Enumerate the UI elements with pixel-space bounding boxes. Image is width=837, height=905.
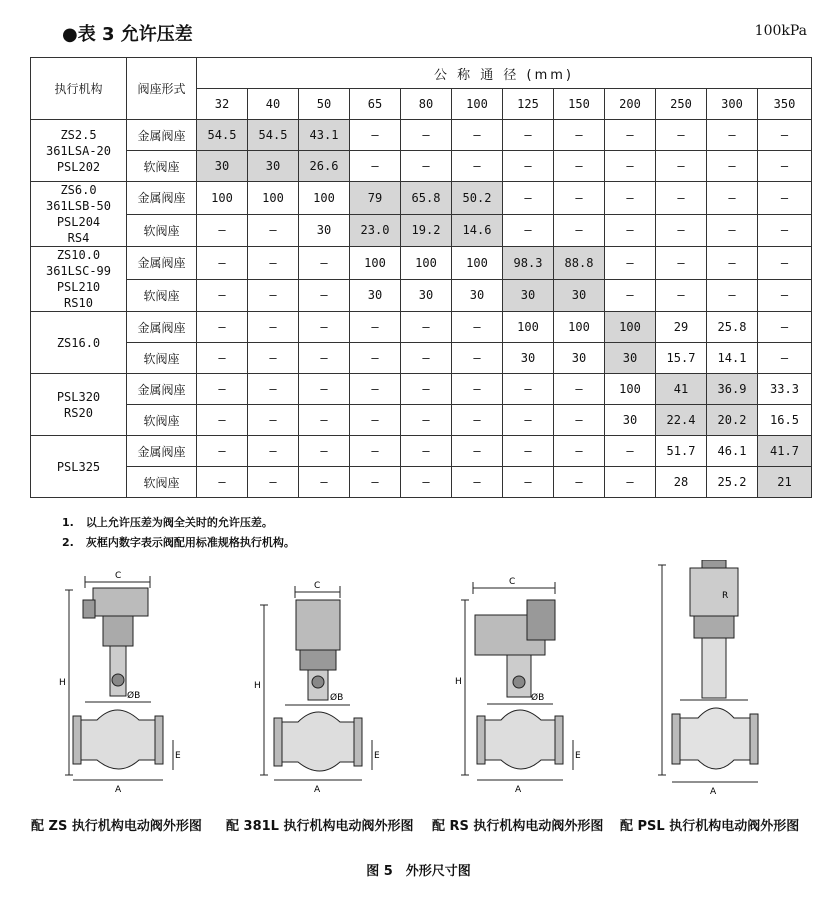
value-cell: — (554, 214, 605, 247)
value-cell: — (248, 279, 299, 312)
actuator-cell (31, 182, 127, 247)
value-cell: — (503, 374, 554, 405)
rs-valve-drawing (455, 560, 585, 800)
value-cell: 19.2 (401, 214, 452, 247)
value-cell: — (350, 374, 401, 405)
value-cell: 14.6 (452, 214, 503, 247)
value-cell: — (605, 120, 656, 151)
value-cell: — (758, 247, 812, 280)
value-cell: — (503, 436, 554, 467)
dim-b: ØB (127, 691, 141, 701)
value-cell: — (452, 436, 503, 467)
actuator-model: ZS6.0 (60, 183, 97, 197)
value-cell: — (656, 279, 707, 312)
actuator-model: ZS16.0 (56, 335, 101, 350)
dn-header: 300 (707, 89, 758, 120)
value-cell: — (401, 467, 452, 498)
value-cell: — (197, 343, 248, 374)
seat-cell: 金属阀座 (127, 182, 197, 215)
value-cell: 25.2 (707, 467, 758, 498)
dn-header: 32 (197, 89, 248, 120)
value-cell: 65.8 (401, 182, 452, 215)
value-cell: — (758, 312, 812, 343)
value-cell: — (707, 214, 758, 247)
value-cell: — (707, 120, 758, 151)
value-cell: 79 (350, 182, 401, 215)
value-cell: — (350, 436, 401, 467)
value-cell: 30 (503, 343, 554, 374)
dim-e: E (175, 751, 181, 761)
value-cell: — (299, 279, 350, 312)
value-cell: — (503, 120, 554, 151)
value-cell: — (605, 436, 656, 467)
value-cell: — (554, 151, 605, 182)
value-cell: — (452, 343, 503, 374)
seat-cell: 软阀座 (127, 343, 197, 374)
value-cell: — (197, 279, 248, 312)
value-cell: — (401, 374, 452, 405)
dim-a: A (314, 785, 321, 795)
value-cell: 30 (554, 279, 605, 312)
value-cell: — (656, 214, 707, 247)
value-cell: 29 (656, 312, 707, 343)
dim-c: C (509, 577, 516, 587)
value-cell: 100 (554, 312, 605, 343)
value-cell: — (707, 182, 758, 215)
actuator-model: RS4 (67, 231, 90, 245)
value-cell: — (707, 151, 758, 182)
actuator-cell (31, 436, 127, 498)
actuator-model: PSL204 (56, 215, 101, 229)
value-cell: 43.1 (299, 120, 350, 151)
seat-cell: 软阀座 (127, 151, 197, 182)
value-cell: — (248, 374, 299, 405)
value-cell: 46.1 (707, 436, 758, 467)
value-cell: — (299, 312, 350, 343)
value-cell: 28 (656, 467, 707, 498)
dn-header: 250 (656, 89, 707, 120)
table-row (31, 436, 812, 467)
value-cell: 25.8 (707, 312, 758, 343)
dn-header: 50 (299, 89, 350, 120)
value-cell: 30 (605, 405, 656, 436)
value-cell: — (707, 279, 758, 312)
table-row (31, 343, 812, 374)
value-cell: — (503, 214, 554, 247)
actuator-model: ZS10.0 (56, 248, 101, 262)
value-cell: — (248, 405, 299, 436)
value-cell: 23.0 (350, 214, 401, 247)
caption-rs: 配 RS 执行机构电动阀外形图 (432, 819, 604, 834)
psl-valve-drawing (650, 560, 780, 800)
value-cell: 100 (350, 247, 401, 280)
value-cell: 21 (758, 467, 812, 498)
note-2: 2. 灰框内数字表示阀配用标准规格执行机构。 (62, 536, 295, 549)
dn-header: 125 (503, 89, 554, 120)
dn-header: 200 (605, 89, 656, 120)
table-row (31, 374, 812, 405)
value-cell: 51.7 (656, 436, 707, 467)
value-cell: — (248, 343, 299, 374)
value-cell: 100 (452, 247, 503, 280)
dn-header: 150 (554, 89, 605, 120)
value-cell: 30 (401, 279, 452, 312)
notes (62, 512, 307, 554)
value-cell: 22.4 (656, 405, 707, 436)
value-cell: 41 (656, 374, 707, 405)
dim-h: H (254, 681, 261, 691)
actuator-model: ZS2.5 (60, 127, 97, 142)
value-cell: — (248, 436, 299, 467)
table-row (31, 214, 812, 247)
value-cell: 30 (197, 151, 248, 182)
dn-header: 100 (452, 89, 503, 120)
value-cell: — (197, 214, 248, 247)
value-cell: 54.5 (197, 120, 248, 151)
actuator-cell (31, 247, 127, 312)
value-cell: 100 (299, 182, 350, 215)
dim-a: A (710, 787, 717, 797)
value-cell: 41.7 (758, 436, 812, 467)
value-cell: 100 (605, 312, 656, 343)
actuator-model: PSL210 (56, 280, 101, 294)
dim-c: C (115, 571, 122, 581)
value-cell: 50.2 (452, 182, 503, 215)
value-cell: — (452, 467, 503, 498)
value-cell: — (605, 467, 656, 498)
value-cell: — (350, 343, 401, 374)
value-cell: — (401, 120, 452, 151)
seat-cell: 金属阀座 (127, 374, 197, 405)
dn-header: 40 (248, 89, 299, 120)
value-cell: — (197, 247, 248, 280)
seat-cell: 金属阀座 (127, 312, 197, 343)
value-cell: — (350, 151, 401, 182)
value-cell: — (758, 151, 812, 182)
value-cell: 16.5 (758, 405, 812, 436)
table-row (31, 247, 812, 280)
caption-381l: 配 381L 执行机构电动阀外形图 (226, 819, 414, 834)
table-row (31, 405, 812, 436)
value-cell: — (248, 467, 299, 498)
value-cell: — (248, 214, 299, 247)
value-cell: — (401, 436, 452, 467)
seat-cell: 金属阀座 (127, 247, 197, 280)
actuator-cell (31, 120, 127, 182)
value-cell: 20.2 (707, 405, 758, 436)
actuator-model: PSL202 (56, 159, 101, 174)
value-cell: — (197, 436, 248, 467)
value-cell: — (452, 312, 503, 343)
value-cell: — (758, 279, 812, 312)
value-cell: — (656, 151, 707, 182)
value-cell: — (401, 312, 452, 343)
value-cell: — (758, 182, 812, 215)
value-cell: 30 (605, 343, 656, 374)
value-cell: — (197, 312, 248, 343)
value-cell: — (503, 182, 554, 215)
seat-cell: 软阀座 (127, 279, 197, 312)
dim-h: H (455, 677, 462, 687)
dim-b: ØB (531, 693, 545, 703)
value-cell: — (452, 120, 503, 151)
dn-header: 350 (758, 89, 812, 120)
value-cell: 98.3 (503, 247, 554, 280)
unit-label: 100kPa (754, 23, 807, 39)
value-cell: 30 (503, 279, 554, 312)
dim-c: C (314, 581, 321, 591)
value-cell: 26.6 (299, 151, 350, 182)
value-cell: — (452, 374, 503, 405)
seat-cell: 金属阀座 (127, 436, 197, 467)
value-cell: — (758, 120, 812, 151)
seat-cell: 软阀座 (127, 214, 197, 247)
value-cell: — (554, 467, 605, 498)
value-cell: — (554, 120, 605, 151)
pressure-table (30, 57, 812, 498)
value-cell: — (758, 214, 812, 247)
caption-zs: 配 ZS 执行机构电动阀外形图 (31, 819, 202, 834)
actuator-model: RS20 (64, 405, 93, 420)
value-cell: 36.9 (707, 374, 758, 405)
actuator-model: 361LSC-99 (45, 264, 112, 278)
value-cell: 30 (554, 343, 605, 374)
value-cell: — (350, 467, 401, 498)
dim-r: R (722, 591, 729, 601)
value-cell: — (197, 467, 248, 498)
dn-header: 65 (350, 89, 401, 120)
value-cell: — (503, 151, 554, 182)
header-seat: 阀座形式 (127, 58, 197, 120)
value-cell: — (707, 247, 758, 280)
value-cell: 100 (605, 374, 656, 405)
dn-header: 80 (401, 89, 452, 120)
value-cell: — (401, 405, 452, 436)
value-cell: — (503, 467, 554, 498)
value-cell: — (656, 247, 707, 280)
value-cell: — (554, 436, 605, 467)
header-dn: 公 称 通 径 (mm) (197, 58, 812, 89)
value-cell: — (401, 343, 452, 374)
value-cell: 30 (299, 214, 350, 247)
actuator-model: 361LSB-50 (45, 199, 112, 213)
note-1: 1. 以上允许压差为阀全关时的允许压差。 (62, 516, 273, 529)
value-cell: — (503, 405, 554, 436)
seat-cell: 软阀座 (127, 405, 197, 436)
value-cell: — (299, 436, 350, 467)
value-cell: — (401, 151, 452, 182)
dim-e: E (374, 751, 380, 761)
value-cell: — (299, 374, 350, 405)
actuator-cell (31, 312, 127, 374)
value-cell: 14.1 (707, 343, 758, 374)
actuator-cell (31, 374, 127, 436)
header-actuator: 执行机构 (31, 58, 127, 120)
value-cell: 54.5 (248, 120, 299, 151)
table-title: ●表 3 允许压差 (62, 24, 193, 45)
value-cell: 100 (401, 247, 452, 280)
dim-h: H (59, 678, 66, 688)
value-cell: — (554, 405, 605, 436)
table-row (31, 151, 812, 182)
value-cell: 100 (197, 182, 248, 215)
value-cell: 30 (452, 279, 503, 312)
value-cell: — (197, 374, 248, 405)
dim-e: E (575, 751, 581, 761)
value-cell: 33.3 (758, 374, 812, 405)
value-cell: 15.7 (656, 343, 707, 374)
value-cell: — (605, 247, 656, 280)
actuator-model: 361LSA-20 (45, 143, 112, 158)
value-cell: — (299, 467, 350, 498)
value-cell: — (656, 182, 707, 215)
value-cell: — (299, 405, 350, 436)
value-cell: 30 (248, 151, 299, 182)
value-cell: — (605, 214, 656, 247)
value-cell: — (350, 120, 401, 151)
value-cell: — (299, 247, 350, 280)
value-cell: — (605, 182, 656, 215)
zs-valve-drawing (55, 560, 185, 800)
seat-cell: 金属阀座 (127, 120, 197, 151)
value-cell: — (554, 182, 605, 215)
seat-cell: 软阀座 (127, 467, 197, 498)
value-cell: — (299, 343, 350, 374)
value-cell: 100 (248, 182, 299, 215)
value-cell: — (605, 151, 656, 182)
actuator-model: PSL325 (56, 459, 101, 474)
dim-a: A (115, 785, 122, 795)
value-cell: — (197, 405, 248, 436)
dim-b: ØB (330, 693, 344, 703)
actuator-model: RS10 (64, 296, 93, 310)
value-cell: — (452, 151, 503, 182)
actuator-model: PSL320 (56, 389, 101, 404)
figure-title: 图 5 外形尺寸图 (366, 864, 471, 879)
table-row (31, 182, 812, 215)
value-cell: 88.8 (554, 247, 605, 280)
value-cell: — (350, 312, 401, 343)
dim-a: A (515, 785, 522, 795)
value-cell: — (350, 405, 401, 436)
table-row (31, 279, 812, 312)
caption-psl: 配 PSL 执行机构电动阀外形图 (620, 819, 800, 834)
table-row (31, 120, 812, 151)
value-cell: — (656, 120, 707, 151)
value-cell: — (554, 374, 605, 405)
value-cell: — (605, 279, 656, 312)
table-row (31, 467, 812, 498)
381l-valve-drawing (250, 560, 380, 800)
value-cell: — (248, 247, 299, 280)
value-cell: — (758, 343, 812, 374)
value-cell: — (452, 405, 503, 436)
table-row (31, 312, 812, 343)
value-cell: 30 (350, 279, 401, 312)
value-cell: 100 (503, 312, 554, 343)
value-cell: — (248, 312, 299, 343)
